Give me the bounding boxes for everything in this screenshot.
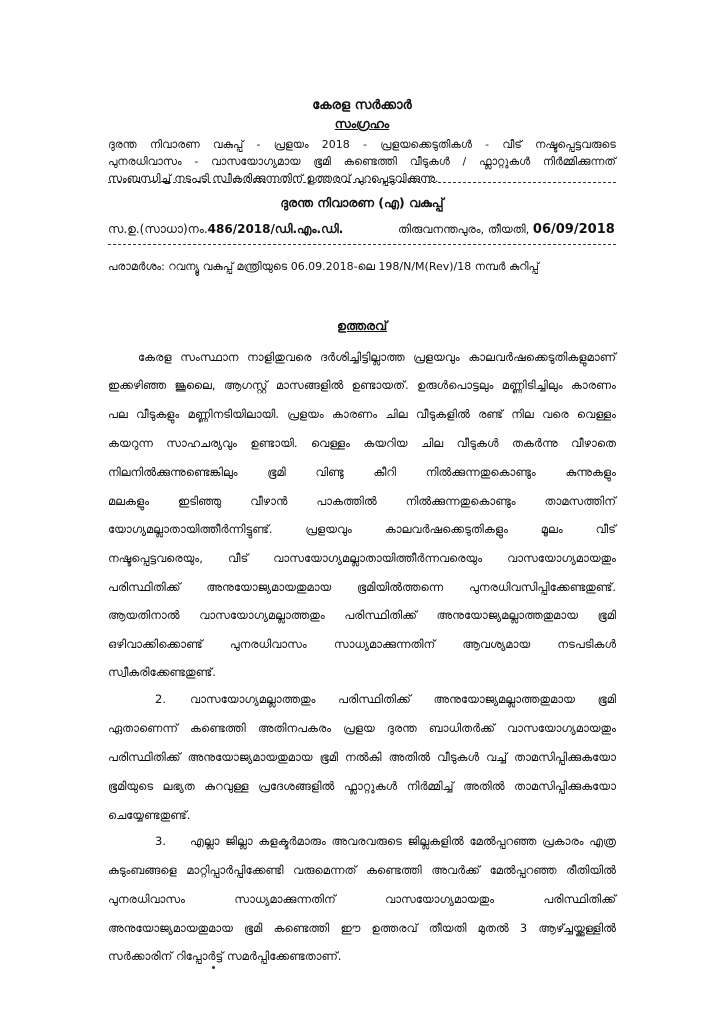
- subject-word: വീട്: [502, 138, 522, 151]
- paragraph-line: ചെയ്യേണ്ടതുണ്ട്.: [108, 808, 191, 822]
- subject-word: -: [194, 155, 199, 168]
- subject-word: വീടുകൾ: [409, 155, 450, 168]
- subject-word: പുനരധിവാസം: [108, 155, 182, 168]
- government-title: കേരള സർക്കാർ: [312, 98, 412, 113]
- subject-word: -: [256, 138, 261, 151]
- order-number-prefix: സ.ഉ.(സാധാ)നം.: [108, 222, 208, 236]
- paragraph-line: നഷ്ടപ്പെട്ടവരെയും, വീട് വാസയോഗ്യമല്ലാതായിത്തീർന്നവരെയും വാസയോഗ്യമായതും: [108, 551, 616, 565]
- paragraph-number: 3.: [155, 834, 166, 848]
- place-date-line: [398, 222, 615, 237]
- divider-bottom: [108, 244, 616, 245]
- order-title: ഉത്തരവ്: [336, 318, 388, 333]
- paragraph-line: അനുയോജ്യമായതുമായ ഭൂമി കണ്ടെത്തി ഈ ഉത്തരവ് തീയതി മുതൽ 3 ആഴ്ച്ചയ്ക്കുള്ളിൽ: [108, 921, 616, 935]
- paragraph-line: എല്ലാ ജില്ലാ കളക്ടർമാരും അവരവരുടെ ജില്ലകളിൽ മേൽപ്പറഞ്ഞ പ്രകാരം എത്ര: [190, 834, 616, 848]
- abstract-label: സംഗ്രഹം: [334, 116, 390, 131]
- paragraph-line: കേരള സംസ്ഥാന നാളിതുവരെ ദർശിച്ചിട്ടില്ലാത്ത പ്രളയവും കാലവർഷക്കെടുതികളുമാണ്: [138, 350, 616, 364]
- subject-word: നിർമ്മിക്കുന്നത്: [542, 155, 616, 168]
- subject-word: വകുപ്പ്: [212, 138, 244, 151]
- subject-word: പ്രളയക്കെടുതികൾ: [380, 138, 472, 151]
- paragraph-line: ആയതിനാൽ വാസയോഗ്യമല്ലാത്തതും പരിസ്ഥിതിക്ക് അനുയോജ്യമല്ലാത്തതുമായ ഭൂമി: [108, 608, 616, 622]
- subject-word: നഷ്ടപ്പെട്ടവരുടെ: [535, 138, 616, 151]
- subject-line: [108, 155, 616, 169]
- paragraph-line: പരിസ്ഥിതിക്ക് അനുയോജ്യമായതുമായ ഭൂമി നൽകി അതിൽ വീടുകൾ വച്ച് താമസിപ്പിക്കുകയോ: [108, 750, 616, 764]
- paragraph-line: സ്വീകരിക്കേണ്ടതുണ്ട്.: [108, 665, 216, 679]
- stray-mark: [212, 966, 215, 969]
- paragraph-line: ഒഴിവാക്കിക്കൊണ്ട് പുനരധിവാസം സാധ്യമാക്കുന്നതിന് ആവശ്യമായ നടപടികൾ: [108, 637, 616, 651]
- subject-word: കണ്ടെത്തി: [343, 155, 397, 168]
- subject-word: പ്രളയം: [273, 138, 309, 151]
- paragraph-number: 2.: [155, 692, 166, 706]
- order-number-line: [108, 222, 343, 237]
- paragraph-line: ഏതാണെന്ന് കണ്ടെത്തി അതിനപകരം പ്രളയ ദുരന്ത ബാധിതർക്ക് വാസയോഗ്യമായതും: [108, 721, 616, 735]
- paragraph-line: കയറുന്ന സാഹചര്യവും ഉണ്ടായി. വെള്ളം കയറിയ ചില വീടുകൾ തകർന്നു വീഴാതെ: [108, 436, 616, 450]
- divider-top: [108, 182, 616, 183]
- department-name: ദുരന്ത നിവാരണ (എ) വകുപ്പ്: [280, 195, 444, 210]
- subject-word: നിവാരണ: [149, 138, 200, 151]
- subject-word: ഭൂമി: [313, 155, 331, 168]
- subject-word: 2018: [321, 138, 350, 151]
- paragraph-line: പരിസ്ഥിതിക്ക് അനുയോജ്യമായതുമായ ഭൂമിയിൽത്തന്നെ പുനരധിവസിപ്പിക്കേണ്ടതുണ്ട്.: [108, 580, 616, 594]
- reference-line: പരാമർശം: റവന്യൂ വകുപ്പ് മന്ത്രിയുടെ 06.09.2018-ലെ 198/N/M(Rev)/18 നമ്പർ കുറിപ്പ്: [108, 260, 539, 273]
- paragraph-line: മലകളും ഇടിഞ്ഞു വീഴാൻ പാകത്തിൽ നിൽക്കുന്നതുകൊണ്ടും താമസത്തിന്: [108, 494, 616, 508]
- paragraph-line: ഭൂമിയുടെ ലഭ്യത കുറവുള്ള പ്രദേശങ്ങളിൽ ഫ്ലാറ്റുകൾ നിർമ്മിച്ച് അതിൽ താമസിപ്പിക്കുകയോ: [108, 779, 616, 793]
- subject-line: സംബന്ധിച്ച് നടപടി സ്വീകരിക്കുന്നതിന് ഉത്തരവ് പുറപ്പെടുവിക്കുന്നു.: [108, 172, 439, 185]
- subject-word: -: [485, 138, 490, 151]
- paragraph-line: ഇക്കഴിഞ്ഞ ജൂലൈ, ആഗസ്റ്റ് മാസങ്ങളിൽ ഉണ്ടായത്. ഉരുൾപൊട്ടലും മണ്ണിടിച്ചിലും കാരണം: [108, 378, 616, 392]
- order-number: 486/2018/ഡി.എം.ഡി.: [207, 222, 344, 236]
- subject-line: [108, 138, 616, 152]
- paragraph-line: പുനരധിവാസം സാധ്യമാക്കുന്നതിന് വാസയോഗ്യമായതും പരിസ്ഥിതിക്ക്: [108, 892, 616, 906]
- paragraph-line: സർക്കാരിന് റിപ്പോർട്ട് സമർപ്പിക്കേണ്ടതാണ്.: [108, 949, 342, 963]
- paragraph-line: കുടുംബങ്ങളെ മാറ്റിപ്പാർപ്പിക്കേണ്ടി വരുമെന്നത് കണ്ടെത്തി അവർക്ക് മേൽപ്പറഞ്ഞ രീതിയിൽ: [108, 863, 616, 877]
- place-date-label: തിരുവനന്തപുരം, തീയതി,: [398, 222, 530, 236]
- subject-word: ഫ്ലാറ്റുകൾ: [479, 155, 531, 168]
- paragraph-line: പല വീടുകളും മണ്ണിനടിയിലായി. പ്രളയം കാരണം ചില വീടുകളിൽ രണ്ട് നില വരെ വെള്ളം: [108, 407, 616, 421]
- paragraph-line: യോഗ്യമല്ലാതായിത്തീർന്നിട്ടുണ്ട്. പ്രളയവും കാലവർഷക്കെടുതികളും മൂലം വീട്: [108, 522, 616, 536]
- paragraph-line: വാസയോഗ്യമല്ലാത്തതും പരിസ്ഥിതിക്ക് അനുയോജ്യമല്ലാത്തതുമായ ഭൂമി: [190, 692, 616, 706]
- subject-word: /: [462, 155, 467, 168]
- paragraph-line: നിലനിൽക്കുന്നുണ്ടെങ്കിലും ഭൂമി വിണ്ടു കീറി നിൽക്കുന്നതുകൊണ്ടും കുന്നുകളും: [108, 465, 616, 479]
- subject-word: ദുരന്ത: [108, 138, 137, 151]
- subject-word: -: [363, 138, 368, 151]
- order-date: 06/09/2018: [532, 222, 615, 237]
- subject-word: വാസയോഗ്യമായ: [211, 155, 301, 168]
